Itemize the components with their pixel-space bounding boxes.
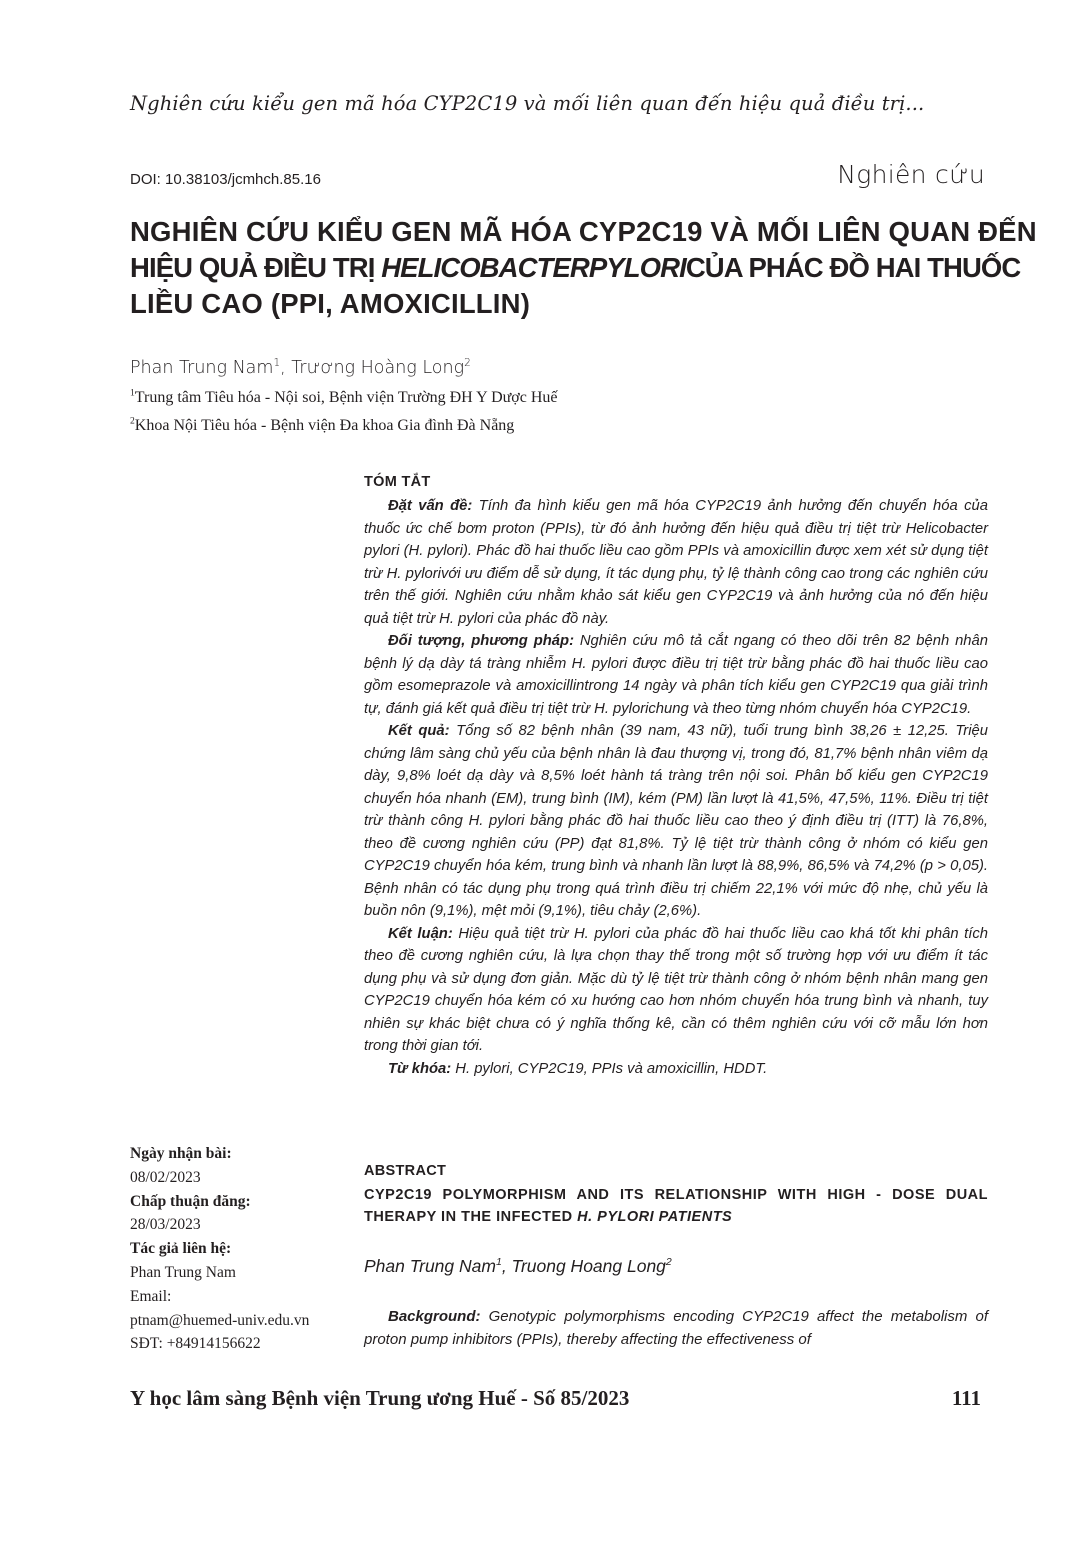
affiliation-1 [130, 389, 558, 407]
tomtat-paragraph-conclusion [364, 923, 988, 1058]
tomtat-paragraph-background [364, 495, 988, 630]
corresponding-name: Phan Trung Nam [130, 1263, 236, 1281]
paragraph-label: Đặt vấn đề: [388, 498, 473, 514]
paragraph-text: Tổng số 82 bệnh nhân (39 nam, 43 nữ), tuổi trung bình 38,26 ± 12,25. Triệu chứng lâm sàng chủ yếu của bệnh nhân là đau thượng vị, trong đó, 81,7% bệnh nhân viêm dạ dày, 9,8% loét dạ dày và 8,5% loét hành tá tràng trên nội soi. Phân bố kiểu gen CYP2C19 chuyển hóa nhanh (EM), trung bình (IM), kém (PM) lần lượt là 41,5%, 47,5%, 11%. Điều trị tiệt trừ thành công H. pylori bằng phác đồ hai thuốc liều cao theo ý định điều trị (ITT) là 76,8%, theo đề cương nghiên cứu (PP) đạt 81,8%. Tỷ lệ tiệt trừ thành công ở nhóm có kiểu gen CYP2C19 chuyển hóa kém, trung bình và nhanh lần lượt là 88,9%, 86,5% và 74,2% (p > 0,05). Bệnh nhân có tác dụng phụ trong quá trình điều trị chiếm 22,1% với mức độ nhẹ, chủ yếu là buồn nôn (9,1%), mệt mỏi (9,1%), tiêu chảy (2,6%). [364, 723, 988, 919]
author-2-sup: 2 [464, 357, 471, 370]
article-title [130, 214, 1037, 322]
author-2: Trương Hoàng Long [291, 358, 465, 378]
paragraph-label: Kết luận: [388, 925, 453, 942]
running-header: Nghiên cứu kiểu gen mã hóa CYP2C19 và mối liên quan đến hiệu quả điều trị... [130, 92, 925, 115]
background-paragraph [364, 1305, 988, 1351]
accepted-label: Chấp thuận đăng: [130, 1192, 251, 1210]
english-title [364, 1185, 988, 1228]
page-number: 111 [951, 1386, 981, 1410]
accepted-date: 28/03/2023 [130, 1216, 201, 1234]
affiliation-2-text: Khoa Nội Tiêu hóa - Bệnh viện Đa khoa Gia đình Đà Nẵng [134, 417, 515, 434]
title-line-2-end: CỦA PHÁC ĐỒ HAI THUỐC [685, 252, 1021, 283]
english-title-italic: H. PYLORI PATIENTS [577, 1208, 733, 1225]
english-author-2: Truong Hoang Long [511, 1256, 666, 1276]
tomtat-paragraph-keywords [364, 1058, 988, 1081]
english-author-1: Phan Trung Nam [364, 1256, 496, 1276]
affiliation-1-sup: 1 [130, 387, 135, 399]
author-separator: , [280, 358, 292, 378]
english-authors [364, 1256, 672, 1277]
tomtat-heading: TÓM TẮT [364, 474, 431, 490]
doi: DOI: 10.38103/jcmhch.85.16 [130, 171, 321, 188]
phone-number: SĐT: +84914156622 [130, 1335, 261, 1353]
background-label: Background: [388, 1308, 481, 1325]
abstract-heading: ABSTRACT [364, 1163, 447, 1179]
paragraph-label: Kết quả: [388, 723, 450, 739]
author-1-sup: 1 [273, 357, 281, 370]
paragraph-text: Tính đa hình kiểu gen mã hóa CYP2C19 ảnh hưởng đến chuyển hóa của thuốc ức chế bơm proton (PPIs), từ đó ảnh hưởng đến hiệu quả điều trị tiệt trừ Helicobacter pylori (H. pylori). Phác đồ hai thuốc liều cao gồm PPIs và amoxicillin được xem xét sử dụng tiệt trừ H. pylorivới ưu điểm dễ sử dụng, ít tác dụng phụ, tỷ lệ thành công cao trong các nghiên cứu trên thế giới. Nghiên cứu nhằm khảo sát kiểu gen CYP2C19 và ảnh hưởng của nó đến hiệu quả tiệt trừ H. pylori của phác đồ này. [364, 498, 988, 627]
authors [130, 358, 471, 378]
paragraph-label: Từ khóa: [388, 1060, 452, 1077]
title-line-3: LIỀU CAO (PPI, AMOXICILLIN) [130, 288, 531, 319]
title-line-2-start: HIỆU QUẢ ĐIỀU TRỊ [130, 252, 382, 283]
title-organism: HELICOBACTERPYLORI [381, 252, 686, 283]
tomtat-paragraph-results [364, 720, 988, 923]
english-author-1-sup: 1 [495, 1256, 502, 1269]
paragraph-label: Đối tượng, phương pháp: [388, 633, 574, 649]
author-1: Phan Trung Nam [130, 358, 274, 378]
paragraph-text: Hiệu quả tiệt trừ H. pylori của phác đồ hai thuốc liều cao khá tốt khi phân tích theo đề cương nghiên cứu, là lựa chọn thay thế trong một số trường hợp với ưu điểm ít tác dụng phụ và sử dụng đơn giản. Mặc dù tỷ lệ tiệt trừ thành công ở nhóm bệnh nhân mang gen CYP2C19 chuyển hóa kém có xu hướng cao hơn nhóm chuyển hóa trung bình và nhanh, tuy nhiên sự khác biệt chưa có ý nghĩa thống kê, cần có thêm nghiên cứu với cỡ mẫu lớn hơn trong thời gian tới. [364, 925, 988, 1054]
paragraph-text: Nghiên cứu mô tả cắt ngang có theo dõi trên 82 bệnh nhân bệnh lý dạ dày tá tràng nhiễm H. pylori được điều trị tiệt trừ bằng phác đồ hai thuốc liều cao gồm esomeprazole và amoxicillintrong 14 ngày và phân tích kiểu gen CYP2C19 qua giải trình tự, đánh giá kết quả điều trị tiệt trừ H. pylorichung và theo từng nhóm chuyển hóa CYP2C19. [364, 633, 988, 717]
received-date: 08/02/2023 [130, 1168, 201, 1186]
background-text: Genotypic polymorphisms encoding CYP2C19 affect the metabolism of proton pump inhibitors (PPIs), thereby affecting the effectiveness of [364, 1308, 988, 1348]
english-abstract-body [364, 1305, 988, 1351]
english-title-main: CYP2C19 POLYMORPHISM AND ITS RELATIONSHIP WITH HIGH - DOSE DUAL THERAPY IN THE INFECTED [364, 1187, 988, 1225]
english-author-separator: , [501, 1256, 512, 1276]
title-line-2 [130, 250, 1021, 286]
paragraph-text: H. pylori, CYP2C19, PPIs và amoxicillin, HDDT. [451, 1060, 768, 1077]
tomtat-paragraph-methods [364, 630, 988, 720]
section-label: Nghiên cứu [837, 160, 985, 189]
affiliation-2-sup: 2 [130, 415, 135, 427]
email-label: Email: [130, 1287, 172, 1305]
affiliation-1-text: Trung tâm Tiêu hóa - Nội soi, Bệnh viện Trường ĐH Y Dược Huế [134, 389, 558, 406]
english-author-2-sup: 2 [665, 1256, 672, 1269]
email-address: ptnam@huemed-univ.edu.vn [130, 1311, 310, 1329]
article-info-sidebar [130, 1142, 355, 1356]
footer-journal: Y học lâm sàng Bệnh viện Trung ương Huế - Số 85/2023 [130, 1386, 630, 1410]
title-line-1: NGHIÊN CỨU KIỂU GEN MÃ HÓA CYP2C19 VÀ MỐI LIÊN QUAN ĐẾN [130, 216, 1037, 247]
tomtat-body [364, 495, 988, 1080]
received-label: Ngày nhận bài: [130, 1145, 232, 1162]
corresponding-label: Tác giả liên hệ: [130, 1240, 232, 1258]
affiliation-2 [130, 417, 514, 435]
